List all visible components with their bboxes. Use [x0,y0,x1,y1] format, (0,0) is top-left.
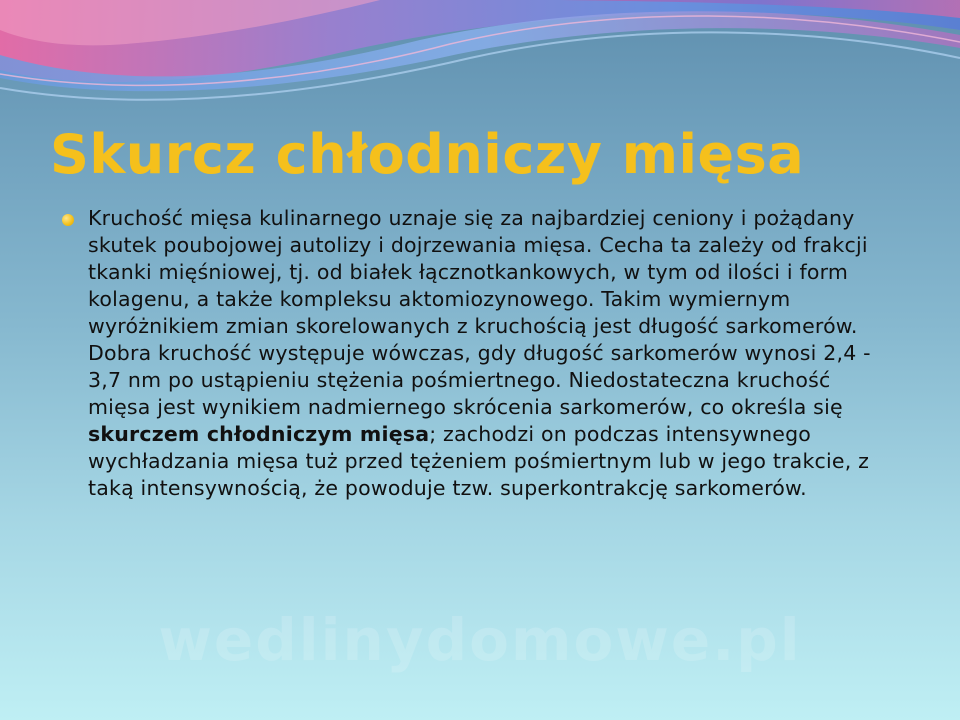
bullet-dot-icon [62,214,74,226]
slide-content [62,205,892,502]
bullet-text-bold-term: skurczem chłodniczym mięsa [88,422,430,446]
slide-title: Skurcz chłodniczy mięsa [50,123,805,186]
bullet-text-part-1: Kruchość mięsa kulinarnego uznaje się za najbardziej ceniony i pożądany skutek poubojowej autolizy i dojrzewania mięsa. Cecha ta zależy od frakcji tkanki mięśniowej, tj. od białek łącznotkankowych, w tym od ilości i form kolagenu, a także kompleksu aktomiozynowego. Takim wymiernym wyróżnikiem zmian skorelowanych z kruchością jest długość sarkomerów. Dobra kruchość występuje wówczas, gdy długość sarkomerów wynosi 2,4 - 3,7 nm po ustąpieniu stężenia pośmiertnego. Niedostateczna kruchość mięsa jest wynikiem nadmiernego skrócenia sarkomerów, co określa się [88,206,871,419]
decorative-header-swoosh [0,0,960,120]
bullet-item [62,205,892,502]
watermark: wedlinydomowe.pl [158,606,802,674]
bullet-text [88,205,892,502]
bullet-text-part-2: ; zachodzi on podczas intensywnego wychładzania mięsa tuż przed tężeniem pośmiertnym lub w jego trakcie, z taką intensywnością, że powoduje tzw. superkontrakcję sarkomerów. [88,422,870,500]
